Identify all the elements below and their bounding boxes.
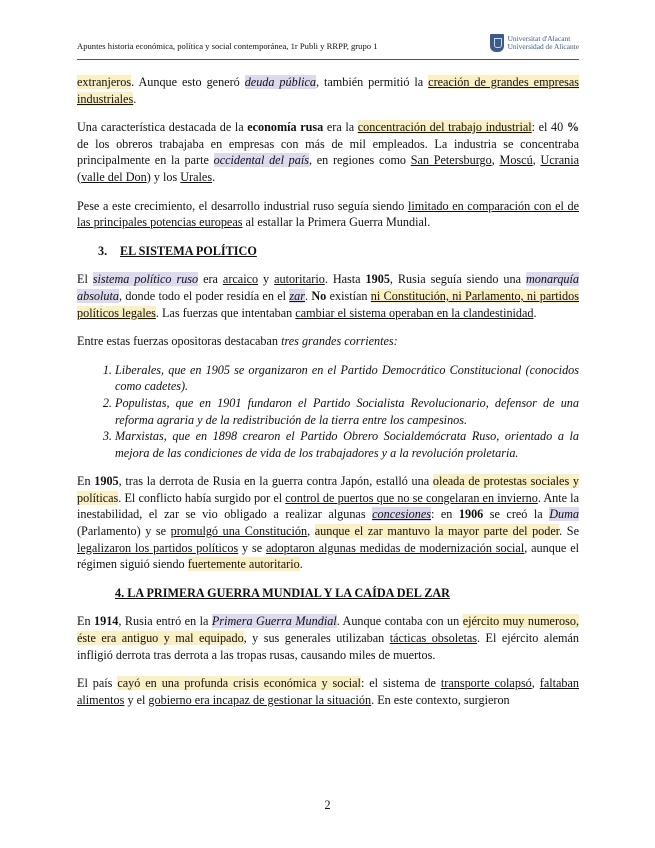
paragraph-2: Una característica destacada de la economía rusa era la concentración del trabajo industrial: el 40 % de los obreros trabajaba en empresas con más de mil empleados. La industria se concentraba principalmente en la parte occidental del país, en regiones como San Petersburgo, Moscú, Ucrania (valle del Don) y los Urales.	[77, 120, 580, 184]
paragraph-8: El país cayó en una profunda crisis económica y social: el sistema de transporte colapsó, faltaban alimentos y el gobierno era incapaz de gestionar la situación. En este contexto, surgieron	[77, 676, 580, 707]
paragraph-3: Pese a este crecimiento, el desarrollo industrial ruso seguía siendo limitado en comparación con el de las principales potencias europeas al estallar la Primera Guerra Mundial.	[77, 198, 579, 230]
shield-icon	[490, 34, 504, 52]
currents-list	[77, 362, 579, 462]
section-heading-3: 3. EL SISTEMA POLÍTICO	[98, 243, 257, 258]
header-rule	[77, 59, 579, 60]
paragraph-7: En 1914, Rusia entró en la Primera Guerra Mundial. Aunque contaba con un ejército muy numeroso, éste era antiguo y mal equipado, y sus generales utilizaban tácticas obsoletas. El ejército alemán infligió derrota tras derrota a las tropas rusas, causando miles de muertos.	[77, 614, 579, 662]
logo-line1: Universitat d'Alacant	[507, 34, 571, 43]
header-title: Apuntes historia económica, política y social contemporánea, 1r Publi y RRPP, grupo 1	[77, 41, 378, 51]
paragraph-1: extranjeros. Aunque esto generó deuda pública, también permitió la creación de grandes empresas industriales.	[77, 75, 580, 106]
list-item: 3. Marxistas, que en 1898 crearon el Partido Obrero Socialdemócrata Ruso, orientado a la mejora de las condiciones de vida de los trabajadores y a la revolución proletaria.	[115, 428, 579, 461]
list-item: 1. Liberales, que en 1905 se organizaron en el Partido Democrático Constitucional (conocidos como cadetes).	[115, 362, 579, 395]
paragraph-6: En 1905, tras la derrota de Rusia en la guerra contra Japón, estalló una oleada de protestas sociales y políticas. El conflicto había surgido por el control de puertos que no se congelaran en invierno. Ante la inestabilidad, el zar se vio obligado a realizar algunas concesiones: en 1906 se creó la Duma (Parlamento) y se promulgó una Constitución, aunque el zar mantuvo la mayor parte del poder. Se legalizaron los partidos políticos y se adoptaron algunas medidas de modernización social, aunque el régimen siguió siendo fuertemente autoritario.	[77, 474, 580, 572]
page-body	[77, 74, 579, 720]
page-header	[77, 34, 579, 58]
university-logo	[490, 34, 579, 52]
list-item: 2. Populistas, que en 1901 fundaron el Partido Socialista Revolucionario, defensor de una reforma agraria y de la redistribución de la tierra entre los campesinos.	[115, 395, 579, 428]
paragraph-4: El sistema político ruso era arcaico y autoritario. Hasta 1905, Rusia seguía siendo una monarquía absoluta, donde todo el poder residía en el zar. No existían ni Constitución, ni Parlamento, ni partidos políticos legales. Las fuerzas que intentaban cambiar el sistema operaban en la clandestinidad.	[77, 272, 580, 320]
page-number: 2	[324, 798, 331, 812]
logo-line2: Universidad de Alicante	[507, 42, 579, 51]
paragraph-5: Entre estas fuerzas opositoras destacaban tres grandes corrientes:	[77, 334, 398, 349]
section-heading-4: 4. LA PRIMERA GUERRA MUNDIAL Y LA CAÍDA DEL ZAR	[115, 585, 450, 600]
